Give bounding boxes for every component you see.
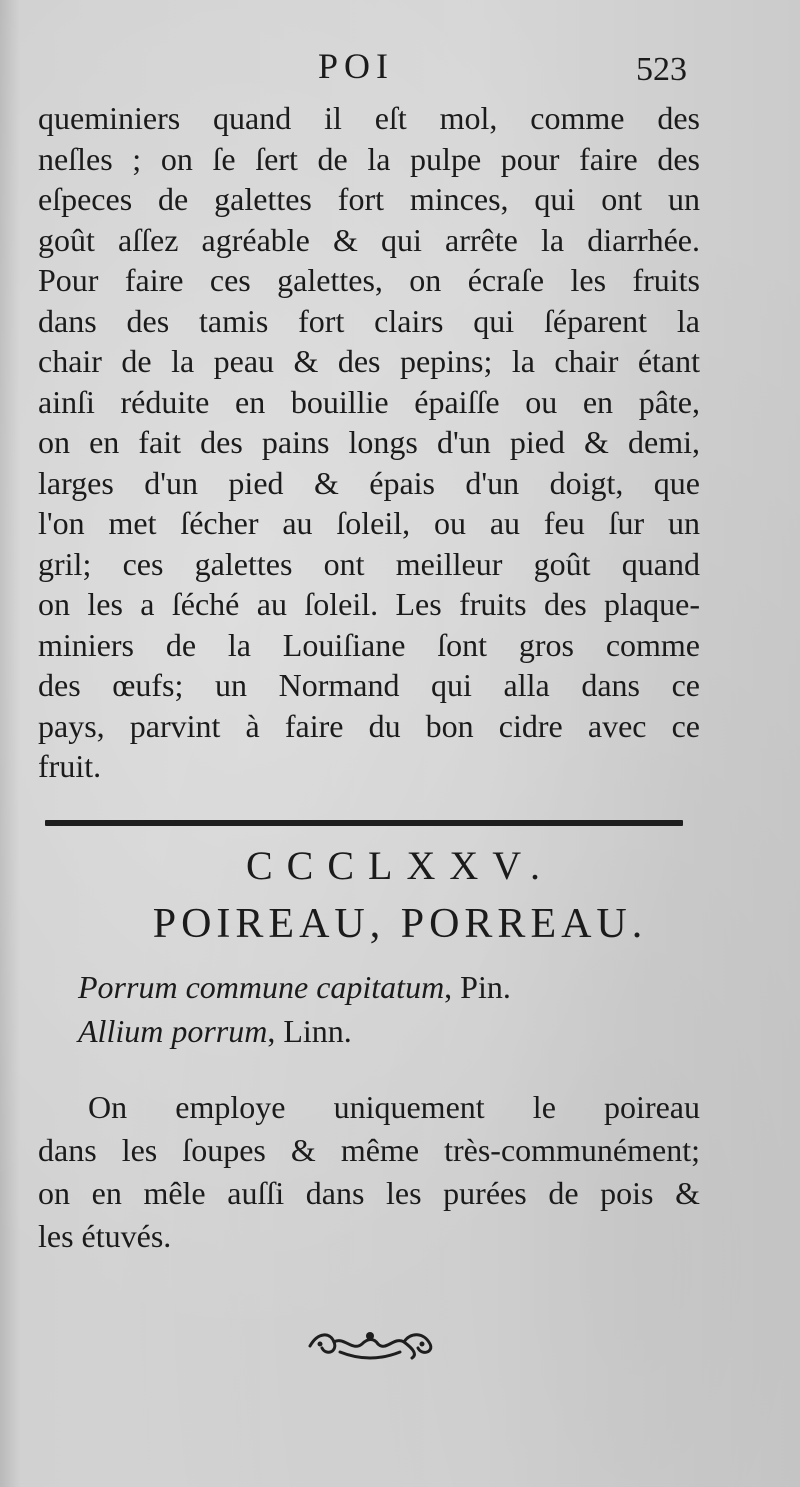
synonym-authority: , Linn. xyxy=(267,1013,352,1049)
synonym-latin-name: Porrum commune capitatum xyxy=(78,969,445,1005)
paragraph-2 xyxy=(38,1086,700,1258)
text-line: larges d'un pied & épais d'un doigt, que xyxy=(38,464,700,501)
synonym-line xyxy=(78,1009,718,1053)
text-line: l'on met ſécher au ſoleil, ou au feu ſur un xyxy=(38,505,700,541)
text-line: miniers de la Louiſiane ſont gros comme xyxy=(38,626,700,663)
synonym-authority: , Pin. xyxy=(444,969,511,1005)
text-line: gril; ces galettes ont meilleur goût quand xyxy=(38,545,700,582)
text-line: on en fait des pains longs d'un pied & demi, xyxy=(38,424,700,460)
text-line: On employe uniquement le poireau xyxy=(88,1089,700,1125)
section-divider-rule xyxy=(45,820,683,826)
synonym-line xyxy=(78,965,718,1009)
section-title: POIREAU, PORREAU. xyxy=(152,901,648,947)
text-line: les étuvés. xyxy=(38,1218,172,1254)
running-title: POI xyxy=(318,46,395,86)
text-line: Pour faire ces galettes, on écraſe les fruits xyxy=(38,262,700,298)
text-line: des œufs; un Normand qui alla dans ce xyxy=(38,667,700,703)
tailpiece-ornament-icon xyxy=(300,1318,440,1368)
page-number: 523 xyxy=(636,51,687,88)
running-head xyxy=(0,45,800,95)
text-line: fruit. xyxy=(38,748,102,784)
text-line: queminiers quand il eſt mol, comme des xyxy=(38,100,700,136)
paragraph-1 xyxy=(38,98,700,787)
text-line: neſles ; on ſe ſert de la pulpe pour faire des xyxy=(38,140,700,177)
text-line: on en mêle auſſi dans les purées de pois & xyxy=(38,1175,700,1211)
text-line: goût aſſez agréable & qui arrête la diarrhée. xyxy=(38,221,700,258)
section-number: CCCLXXV. xyxy=(246,843,554,888)
text-line: dans les ſoupes & même très-communément; xyxy=(38,1132,700,1168)
text-line: on les a ſéché au ſoleil. Les fruits des plaque- xyxy=(38,586,700,622)
synonym-latin-name: Allium porrum xyxy=(78,1013,268,1049)
text-line: eſpeces de galettes fort minces, qui ont un xyxy=(38,181,700,217)
text-line: chair de la peau & des pepins; la chair étant xyxy=(38,343,700,379)
synonym-list xyxy=(78,965,718,1053)
text-line: ainſi réduite en bouillie épaiſſe ou en pâte, xyxy=(38,383,700,420)
text-line: pays, parvint à faire du bon cidre avec ce xyxy=(38,707,700,744)
text-line: dans des tamis fort clairs qui ſéparent la xyxy=(38,302,700,339)
